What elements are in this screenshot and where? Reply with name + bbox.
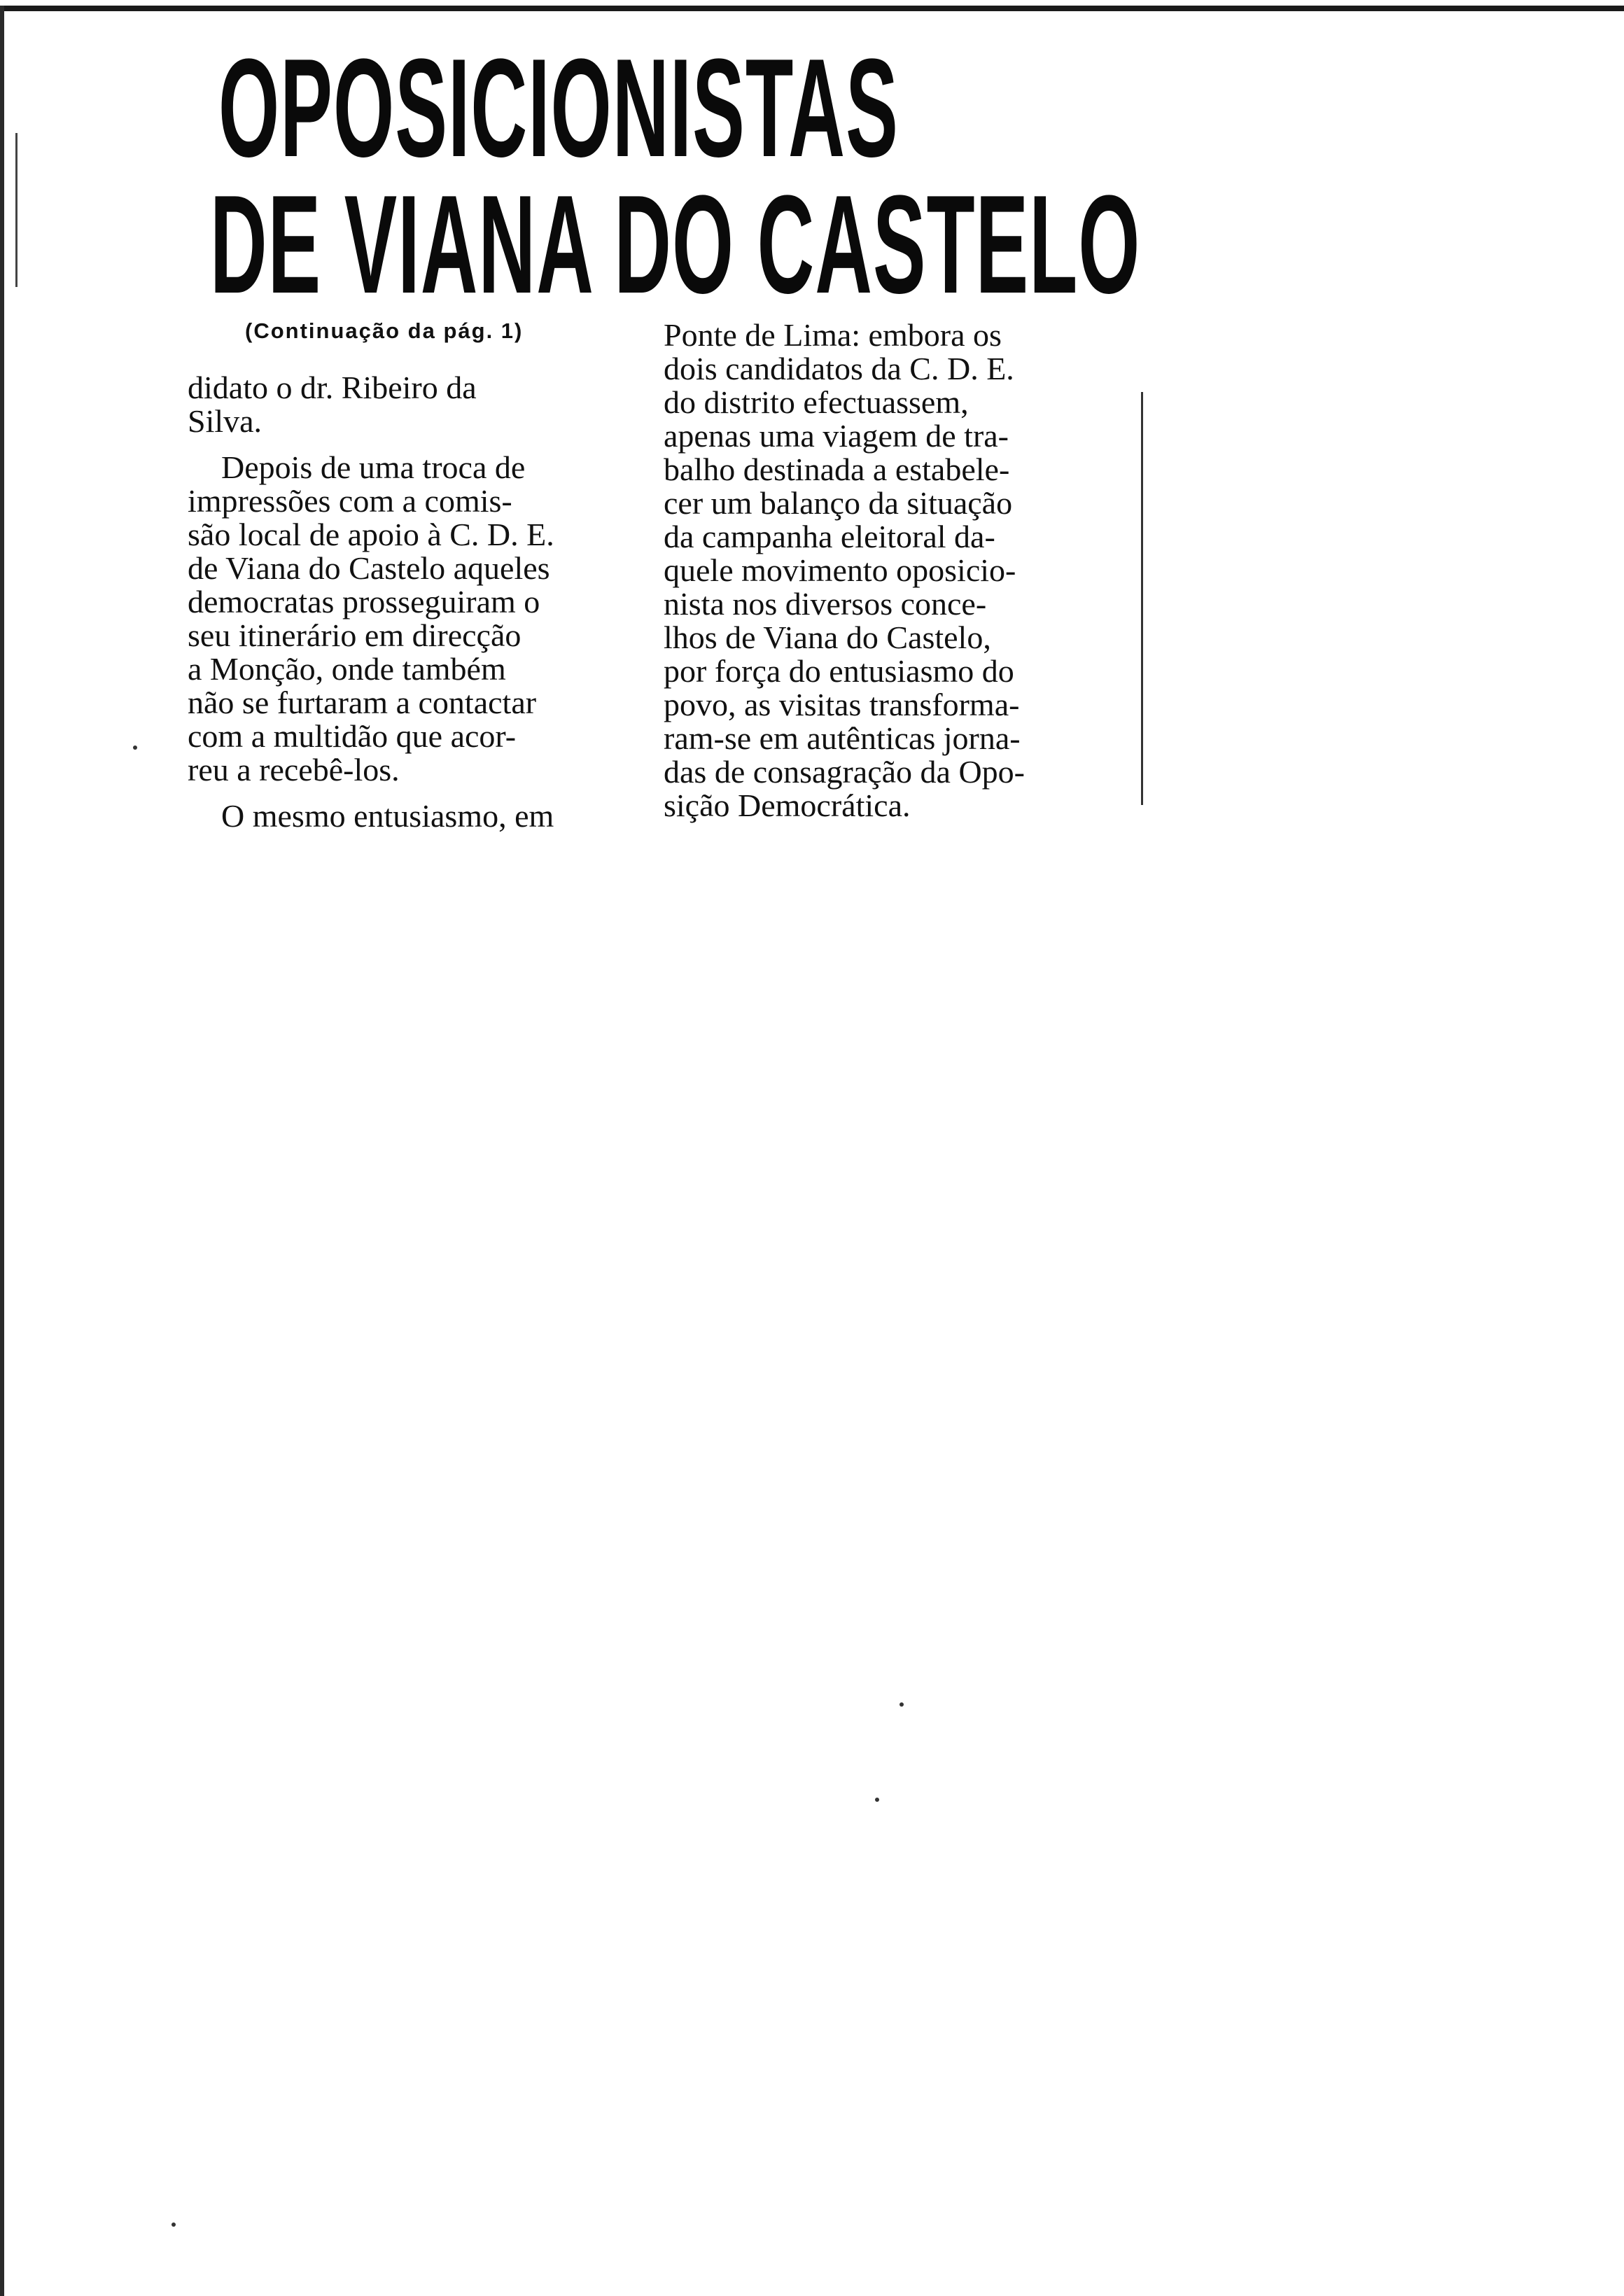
column-rule bbox=[1141, 392, 1143, 805]
text-line: quele movimento oposicio- bbox=[664, 552, 1016, 588]
text-line: apenas uma viagem de tra- bbox=[664, 418, 1009, 454]
text-line: são local de apoio à C. D. E. bbox=[188, 517, 554, 552]
scan-mark bbox=[15, 133, 18, 287]
text-line: das de consagração da Opo- bbox=[664, 754, 1025, 790]
text-line: sição Democrática. bbox=[664, 788, 911, 823]
scan-speck bbox=[875, 1798, 879, 1802]
text-line: nista nos diversos conce- bbox=[664, 586, 987, 622]
text-line: a Monção, onde também bbox=[188, 651, 506, 687]
text-line: do distrito efectuassem, bbox=[664, 384, 969, 420]
scan-speck bbox=[133, 746, 137, 750]
text-line: impressões com a comis- bbox=[188, 483, 512, 519]
text-line: O mesmo entusiasmo, em bbox=[221, 798, 554, 834]
text-line: dois candidatos da C. D. E. bbox=[664, 351, 1014, 386]
continuation-note: (Continuação da pág. 1) bbox=[245, 318, 524, 343]
text-line: povo, as visitas transforma- bbox=[664, 687, 1020, 722]
scan-speck bbox=[899, 1702, 904, 1707]
text-line: da campanha eleitoral da- bbox=[664, 519, 995, 554]
text-line: de Viana do Castelo aqueles bbox=[188, 550, 550, 586]
text-line: lhos de Viana do Castelo, bbox=[664, 620, 991, 655]
left-column bbox=[188, 371, 643, 833]
text-line: didato o dr. Ribeiro da bbox=[188, 370, 477, 405]
scan-speck bbox=[172, 2222, 176, 2227]
scan-border-left bbox=[0, 6, 4, 2296]
text-line: seu itinerário em direcção bbox=[188, 617, 522, 653]
text-line: Silva. bbox=[188, 403, 262, 439]
text-line: balho destinada a estabele- bbox=[664, 451, 1010, 487]
scan-border-top bbox=[0, 6, 1624, 11]
text-line: não se furtaram a contactar bbox=[188, 685, 537, 720]
text-line: cer um balanço da situação bbox=[664, 485, 1013, 521]
right-column bbox=[664, 318, 1133, 822]
text-line: com a multidão que acor- bbox=[188, 718, 517, 754]
headline-line-2: DE VIANA DO CASTELO bbox=[210, 167, 1141, 323]
text-line: reu a recebê-los. bbox=[188, 752, 400, 788]
text-line: democratas prosseguiram o bbox=[188, 584, 540, 620]
text-line: Ponte de Lima: embora os bbox=[664, 317, 1002, 353]
text-line: ram-se em autênticas jorna- bbox=[664, 720, 1021, 756]
text-line: por força do entusiasmo do bbox=[664, 653, 1014, 689]
headline-line-1: OPOSICIONISTAS bbox=[218, 30, 899, 186]
text-line: Depois de uma troca de bbox=[221, 449, 526, 485]
